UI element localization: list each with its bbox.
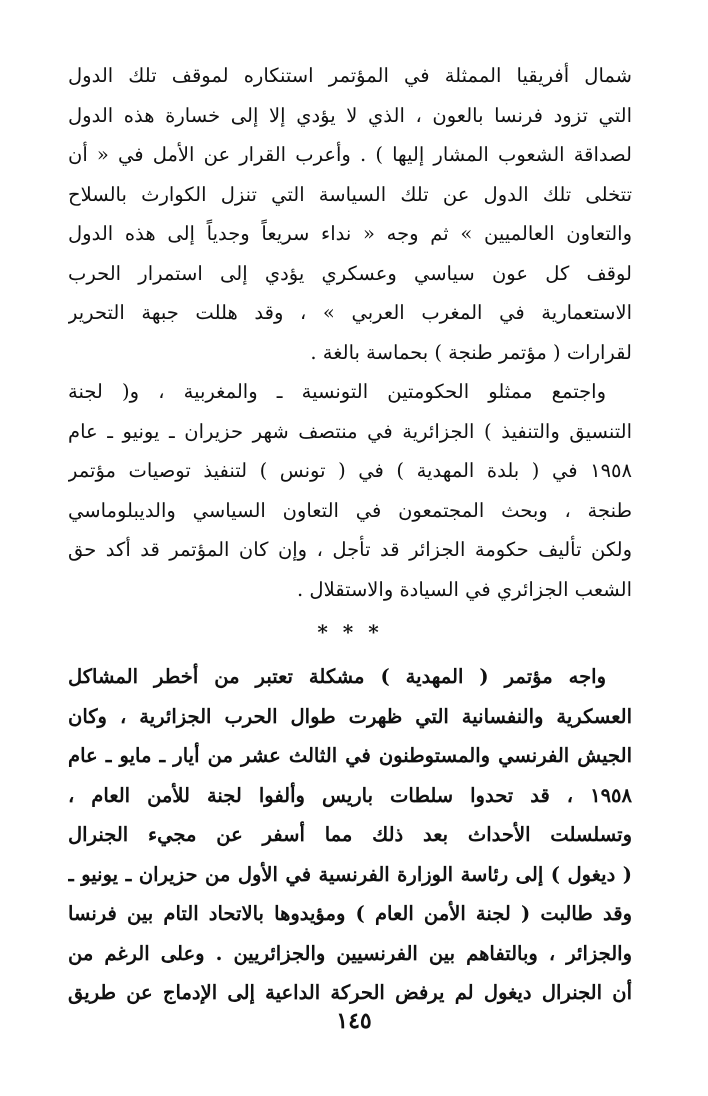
text-line: واجه مؤتمر ( المهدية ) مشكلة تعتبر من أخطر المشاكل [68,665,606,688]
paragraph [68,372,632,609]
text-line: لوقف كل عون سياسي وعسكري يؤدي إلى استمرار الحرب [68,261,632,285]
text-line: والجزائر ، وبالتفاهم بين الفرنسيين والجزائريين . وعلى الرغم من [68,941,632,965]
text-line: الاستعمارية في المغرب العربي » ، وقد هللت جبهة التحرير [68,301,632,324]
text-line: لصداقة الشعوب المشار إليها ) . وأعرب القرار عن الأمل في « أن [68,143,632,166]
text-line: ١٩٥٨ في ( بلدة المهدية ) في ( تونس ) لتنفيذ توصيات مؤتمر [68,459,632,482]
text-line: لقرارات ( مؤتمر طنجة ) بحماسة بالغة . [310,340,632,364]
text-line: شمال أفريقيا الممثلة في المؤتمر استنكاره لموقف تلك الدول [68,64,632,87]
paragraph [68,56,632,372]
section-separator: * * * [317,620,383,644]
text-line: ولكن تأليف حكومة الجزائر قد تأجل ، وإن كان المؤتمر قد أكد حق [68,538,632,561]
text-line: واجتمع ممثلو الحكومتين التونسية ـ والمغربية ، و( لجنة [68,380,606,403]
text-line: الشعب الجزائري في السيادة والاستقلال . [297,577,632,601]
text-line: التي تزود فرنسا بالعون ، الذي لا يؤدي إلا إلى خسارة هذه الدول [68,103,632,127]
text-line: أن الجنرال ديغول لم يرفض الحركة الداعية إلى الإدماج عن طريق [68,981,632,1004]
text-line: وقد طالبت ( لجنة الأمن العام ) ومؤيدوها بالاتحاد التام بين فرنسا [68,902,632,925]
page-number: ١٤٥ [336,1008,372,1034]
text-line: طنجة ، وبحث المجتمعون في التعاون السياسي والديبلوماسي [68,498,632,522]
text-line: العسكرية والنفسانية التي ظهرت طوال الحرب الجزائرية ، وكان [68,704,632,728]
text-line: التنسيق والتنفيذ ) الجزائرية في منتصف شهر حزيران ـ يونيو ـ عام [68,419,632,443]
text-line: وتسلسلت الأحداث بعد ذلك مما أسفر عن مجيء الجنرال [68,823,632,846]
text-line: تتخلى تلك الدول عن تلك السياسة التي تنزل الكوارث بالسلاح [68,182,632,206]
text-line: ( ديغول ) إلى رئاسة الوزارة الفرنسية في الأول من حزيران ـ يونيو ـ [68,862,632,886]
page-body [68,56,632,1013]
text-line: والتعاون العالميين » ثم وجه « نداء سريعاً وجدياً إلى هذه الدول [68,222,632,245]
text-line: الجيش الفرنسي والمستوطنون في الثالث عشر من أيار ـ مايو ـ عام [68,744,632,767]
text-line: ١٩٥٨ ، قد تحدوا سلطات باريس وألفوا لجنة للأمن العام ، [68,783,632,807]
paragraph [68,657,632,1013]
